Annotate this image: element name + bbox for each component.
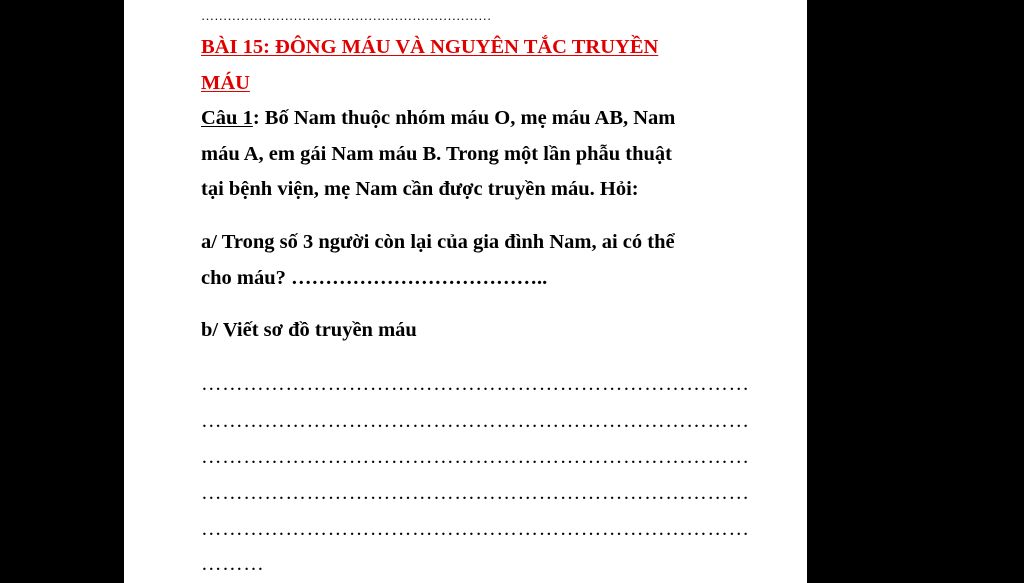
- answer-line: ……………………………………………………………………: [201, 518, 750, 540]
- lesson-title-line-2: MÁU: [201, 72, 250, 94]
- question-line-3: tại bệnh viện, mẹ Nam cần được truyền máu. Hỏi:: [201, 178, 639, 200]
- answer-line: ……………………………………………………………………: [201, 373, 750, 395]
- question-line-1: [201, 106, 675, 130]
- answer-line: ………: [201, 553, 265, 575]
- question-label: Câu 1: [201, 107, 253, 129]
- part-b-heading: b/ Viết sơ đồ truyền máu: [201, 319, 417, 341]
- top-dotted-line: …………………………………………………………: [201, 8, 492, 23]
- answer-line: ……………………………………………………………………: [201, 410, 750, 432]
- part-a-line-2: cho máu? ………………………………..: [201, 267, 548, 289]
- document-page: [124, 0, 807, 583]
- answer-line: ……………………………………………………………………: [201, 482, 750, 504]
- answer-line: ……………………………………………………………………: [201, 446, 750, 468]
- question-line-1-text: : Bố Nam thuộc nhóm máu O, mẹ máu AB, Nam: [252, 107, 676, 129]
- part-a-line-1: a/ Trong số 3 người còn lại của gia đình Nam, ai có thể: [201, 231, 675, 253]
- lesson-title-line-1: BÀI 15: ĐÔNG MÁU VÀ NGUYÊN TẮC TRUYỀN: [201, 36, 659, 58]
- question-line-2: máu A, em gái Nam máu B. Trong một lần phẫu thuật: [201, 143, 672, 165]
